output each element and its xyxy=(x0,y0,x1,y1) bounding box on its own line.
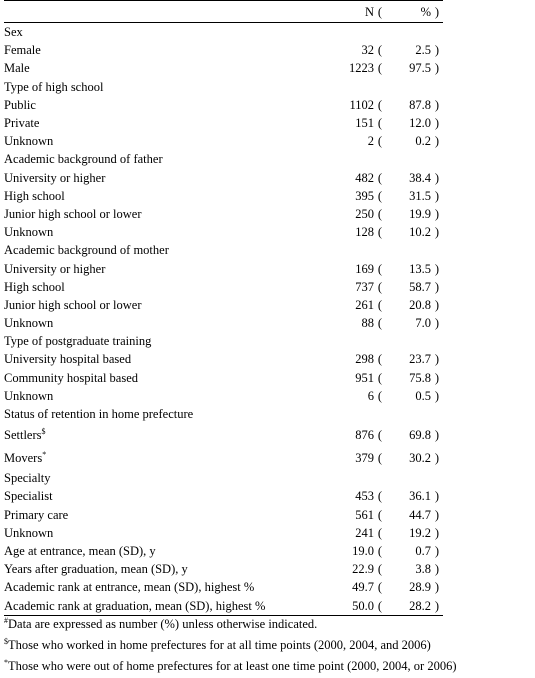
row-n: 876 xyxy=(355,427,374,442)
row-n: 88 xyxy=(361,316,374,331)
row-close-paren: ) xyxy=(434,598,440,613)
row-open-paren: ( xyxy=(377,279,383,294)
footnote-mark: $ xyxy=(4,636,8,646)
footnote xyxy=(4,656,535,677)
row-close-paren: ) xyxy=(434,450,440,465)
row-close-paren xyxy=(431,469,443,487)
row-open-paren: ( xyxy=(377,507,383,522)
row-label-text: Age at entrance, mean (SD), y xyxy=(4,543,156,558)
header-open-paren: ( xyxy=(377,4,383,19)
row-label xyxy=(4,423,324,446)
footnote-mark: # xyxy=(4,615,8,625)
row-open-paren xyxy=(374,405,386,423)
row-n: 241 xyxy=(355,525,374,540)
row-label-text: Unknown xyxy=(4,388,54,403)
row-n: 19.0 xyxy=(352,543,374,558)
row-label xyxy=(4,296,324,314)
row-n xyxy=(324,332,374,350)
row-label-text: Junior high school or lower xyxy=(4,206,142,221)
row-close-paren: ) xyxy=(434,489,440,504)
row-close-paren: ) xyxy=(434,206,440,221)
row-percent xyxy=(386,150,431,168)
row-open-paren xyxy=(374,332,386,350)
footnote-text: Data are expressed as number (%) unless otherwise indicated. xyxy=(8,617,318,631)
row-label xyxy=(4,506,324,524)
table-row xyxy=(4,369,443,387)
table-category-row xyxy=(4,332,443,350)
row-label xyxy=(4,469,324,487)
row-close-paren: ) xyxy=(434,43,440,58)
row-label xyxy=(4,259,324,277)
table-category-row xyxy=(4,542,443,560)
row-n xyxy=(324,150,374,168)
row-label-text: High school xyxy=(4,279,65,294)
row-label xyxy=(4,524,324,542)
row-label-text: Specialty xyxy=(4,471,51,486)
row-close-paren: ) xyxy=(434,297,440,312)
table-category-row xyxy=(4,78,443,96)
row-n: 453 xyxy=(355,489,374,504)
row-open-paren: ( xyxy=(377,525,383,540)
row-close-paren: ) xyxy=(434,370,440,385)
row-label-text: Academic background of father xyxy=(4,152,163,167)
row-label xyxy=(4,132,324,150)
row-label xyxy=(4,332,324,350)
row-percent: 28.9 xyxy=(409,580,431,595)
table-row xyxy=(4,278,443,296)
row-label xyxy=(4,560,324,578)
table-body xyxy=(4,23,443,616)
table-category-row xyxy=(4,469,443,487)
row-label-text: Academic rank at entrance, mean (SD), highest % xyxy=(4,580,255,595)
row-percent: 7.0 xyxy=(415,316,431,331)
row-percent: 13.5 xyxy=(409,261,431,276)
row-label-text: Junior high school or lower xyxy=(4,297,142,312)
row-n: 1223 xyxy=(349,61,374,76)
table-row xyxy=(4,446,443,469)
row-label-text: Unknown xyxy=(4,525,54,540)
row-close-paren: ) xyxy=(434,225,440,240)
row-open-paren: ( xyxy=(377,562,383,577)
row-n: 22.9 xyxy=(352,562,374,577)
table-row xyxy=(4,114,443,132)
row-n: 128 xyxy=(355,225,374,240)
row-label-text: Movers xyxy=(4,450,43,465)
table-row xyxy=(4,132,443,150)
row-percent: 23.7 xyxy=(409,352,431,367)
row-label-text: Community hospital based xyxy=(4,370,139,385)
table-row xyxy=(4,59,443,77)
row-n xyxy=(324,241,374,259)
table-category-row xyxy=(4,578,443,596)
row-label-text: Specialist xyxy=(4,489,53,504)
row-percent: 0.7 xyxy=(415,543,431,558)
row-label-text: Academic background of mother xyxy=(4,243,169,258)
table-row xyxy=(4,187,443,205)
footnote-marker: $ xyxy=(41,426,46,436)
row-open-paren: ( xyxy=(377,427,383,442)
row-label-text: University or higher xyxy=(4,170,106,185)
table-row xyxy=(4,259,443,277)
row-percent xyxy=(386,469,431,487)
row-percent: 3.8 xyxy=(415,562,431,577)
row-open-paren: ( xyxy=(377,297,383,312)
row-label xyxy=(4,223,324,241)
row-n: 169 xyxy=(355,261,374,276)
table-row xyxy=(4,423,443,446)
row-label-text: High school xyxy=(4,188,65,203)
row-label-text: Academic rank at graduation, mean (SD), highest % xyxy=(4,598,266,613)
row-label-text: Female xyxy=(4,43,41,58)
row-close-paren: ) xyxy=(434,562,440,577)
row-label xyxy=(4,542,324,560)
row-percent: 0.5 xyxy=(415,388,431,403)
row-percent: 19.9 xyxy=(409,206,431,221)
row-n xyxy=(324,23,374,42)
footnotes xyxy=(4,614,535,677)
row-open-paren: ( xyxy=(377,188,383,203)
row-open-paren: ( xyxy=(377,116,383,131)
row-open-paren: ( xyxy=(377,43,383,58)
row-open-paren xyxy=(374,78,386,96)
row-close-paren xyxy=(431,332,443,350)
row-percent: 44.7 xyxy=(409,507,431,522)
table-row xyxy=(4,223,443,241)
table-category-row xyxy=(4,150,443,168)
row-open-paren: ( xyxy=(377,61,383,76)
row-n xyxy=(324,78,374,96)
row-close-paren: ) xyxy=(434,352,440,367)
row-n: 395 xyxy=(355,188,374,203)
row-open-paren: ( xyxy=(377,352,383,367)
row-label xyxy=(4,487,324,505)
row-label xyxy=(4,114,324,132)
row-label xyxy=(4,241,324,259)
row-n: 32 xyxy=(361,43,374,58)
row-label xyxy=(4,41,324,59)
row-label xyxy=(4,446,324,469)
header-n: N xyxy=(364,4,374,19)
row-label xyxy=(4,369,324,387)
row-open-paren: ( xyxy=(377,580,383,595)
row-label-text: Years after graduation, mean (SD), y xyxy=(4,562,188,577)
table-category-row xyxy=(4,405,443,423)
table-row xyxy=(4,205,443,223)
row-close-paren: ) xyxy=(434,388,440,403)
row-label-text: University or higher xyxy=(4,261,106,276)
row-open-paren xyxy=(374,23,386,42)
row-open-paren: ( xyxy=(377,370,383,385)
row-n xyxy=(324,405,374,423)
row-open-paren xyxy=(374,150,386,168)
table-row xyxy=(4,41,443,59)
row-close-paren: ) xyxy=(434,116,440,131)
row-percent: 69.8 xyxy=(409,427,431,442)
row-n: 49.7 xyxy=(352,580,374,595)
table-row xyxy=(4,350,443,368)
row-percent: 20.8 xyxy=(409,297,431,312)
table-category-row xyxy=(4,23,443,42)
row-label xyxy=(4,187,324,205)
table-category-row xyxy=(4,241,443,259)
row-label-text: University hospital based xyxy=(4,352,132,367)
row-n: 379 xyxy=(355,450,374,465)
row-percent: 97.5 xyxy=(409,61,431,76)
row-close-paren xyxy=(431,78,443,96)
footnote xyxy=(4,635,535,656)
row-label-text: Primary care xyxy=(4,507,69,522)
header-label-cell xyxy=(4,1,324,23)
footnote-text: Those who worked in home prefectures for at all time points (2000, 2004, and 2006) xyxy=(8,638,431,652)
row-n: 561 xyxy=(355,507,374,522)
row-percent xyxy=(386,405,431,423)
table-row xyxy=(4,506,443,524)
row-close-paren: ) xyxy=(434,188,440,203)
row-n: 250 xyxy=(355,206,374,221)
row-label-text: Male xyxy=(4,61,30,76)
row-percent: 30.2 xyxy=(409,450,431,465)
row-percent: 0.2 xyxy=(415,134,431,149)
row-percent xyxy=(386,241,431,259)
table-row xyxy=(4,524,443,542)
row-close-paren: ) xyxy=(434,170,440,185)
row-label xyxy=(4,169,324,187)
row-percent: 58.7 xyxy=(409,279,431,294)
row-label xyxy=(4,205,324,223)
header-close-paren: ) xyxy=(434,4,440,19)
row-label-text: Status of retention in home prefecture xyxy=(4,407,194,422)
row-n: 2 xyxy=(367,134,374,149)
row-open-paren: ( xyxy=(377,170,383,185)
table-row xyxy=(4,96,443,114)
row-percent: 28.2 xyxy=(409,598,431,613)
footnote xyxy=(4,614,535,635)
footnote-text: Those who were out of home prefectures for at least one time point (2000, 2004, or 2006) xyxy=(8,659,457,673)
table-row xyxy=(4,487,443,505)
row-open-paren: ( xyxy=(377,225,383,240)
characteristics-table xyxy=(4,0,443,616)
row-percent: 87.8 xyxy=(409,97,431,112)
row-label xyxy=(4,278,324,296)
row-n: 482 xyxy=(355,170,374,185)
row-percent: 36.1 xyxy=(409,489,431,504)
row-open-paren: ( xyxy=(377,316,383,331)
row-label-text: Public xyxy=(4,97,36,112)
row-close-paren xyxy=(431,150,443,168)
row-open-paren: ( xyxy=(377,261,383,276)
row-label xyxy=(4,96,324,114)
row-n: 737 xyxy=(355,279,374,294)
row-open-paren: ( xyxy=(377,489,383,504)
row-close-paren: ) xyxy=(434,543,440,558)
row-percent: 38.4 xyxy=(409,170,431,185)
row-close-paren: ) xyxy=(434,316,440,331)
row-close-paren xyxy=(431,405,443,423)
row-label-text: Sex xyxy=(4,25,23,40)
row-label xyxy=(4,387,324,405)
row-label xyxy=(4,78,324,96)
row-label xyxy=(4,314,324,332)
row-n: 951 xyxy=(355,370,374,385)
row-percent xyxy=(386,78,431,96)
row-open-paren: ( xyxy=(377,388,383,403)
row-open-paren: ( xyxy=(377,134,383,149)
row-label-text: Type of high school xyxy=(4,79,104,94)
row-label xyxy=(4,59,324,77)
row-percent: 12.0 xyxy=(409,116,431,131)
table-row xyxy=(4,387,443,405)
table-row xyxy=(4,296,443,314)
row-n: 1102 xyxy=(349,97,374,112)
footnote-mark: * xyxy=(4,657,8,667)
row-close-paren: ) xyxy=(434,261,440,276)
table-category-row xyxy=(4,560,443,578)
row-open-paren: ( xyxy=(377,450,383,465)
row-percent: 2.5 xyxy=(415,43,431,58)
row-open-paren: ( xyxy=(377,206,383,221)
row-label xyxy=(4,23,324,42)
row-open-paren xyxy=(374,241,386,259)
row-n: 6 xyxy=(367,388,374,403)
header-percent: % xyxy=(420,4,431,19)
row-label xyxy=(4,350,324,368)
row-close-paren: ) xyxy=(434,97,440,112)
row-label-text: Unknown xyxy=(4,316,54,331)
row-open-paren xyxy=(374,469,386,487)
row-label-text: Settlers xyxy=(4,427,42,442)
row-percent: 75.8 xyxy=(409,370,431,385)
table-category-row xyxy=(4,596,443,615)
row-n: 50.0 xyxy=(352,598,374,613)
row-close-paren: ) xyxy=(434,525,440,540)
row-label-text: Private xyxy=(4,116,40,131)
row-open-paren: ( xyxy=(377,97,383,112)
row-close-paren: ) xyxy=(434,427,440,442)
row-open-paren: ( xyxy=(377,543,383,558)
row-percent xyxy=(386,332,431,350)
row-n: 151 xyxy=(355,116,374,131)
table-header-row xyxy=(4,1,443,23)
row-close-paren xyxy=(431,23,443,42)
row-n: 298 xyxy=(355,352,374,367)
row-percent: 10.2 xyxy=(409,225,431,240)
row-label-text: Type of postgraduate training xyxy=(4,334,152,349)
table-row xyxy=(4,314,443,332)
footnote-marker: * xyxy=(42,449,47,459)
row-close-paren: ) xyxy=(434,580,440,595)
row-label-text: Unknown xyxy=(4,225,54,240)
row-label xyxy=(4,578,324,596)
row-close-paren: ) xyxy=(434,134,440,149)
row-percent xyxy=(386,23,431,42)
row-close-paren xyxy=(431,241,443,259)
table-row xyxy=(4,169,443,187)
row-label xyxy=(4,405,324,423)
row-label-text: Unknown xyxy=(4,134,54,149)
row-n: 261 xyxy=(355,297,374,312)
row-label xyxy=(4,596,324,615)
row-n xyxy=(324,469,374,487)
row-percent: 19.2 xyxy=(409,525,431,540)
row-open-paren: ( xyxy=(377,598,383,613)
row-close-paren: ) xyxy=(434,507,440,522)
row-close-paren: ) xyxy=(434,279,440,294)
row-close-paren: ) xyxy=(434,61,440,76)
row-percent: 31.5 xyxy=(409,188,431,203)
row-label xyxy=(4,150,324,168)
